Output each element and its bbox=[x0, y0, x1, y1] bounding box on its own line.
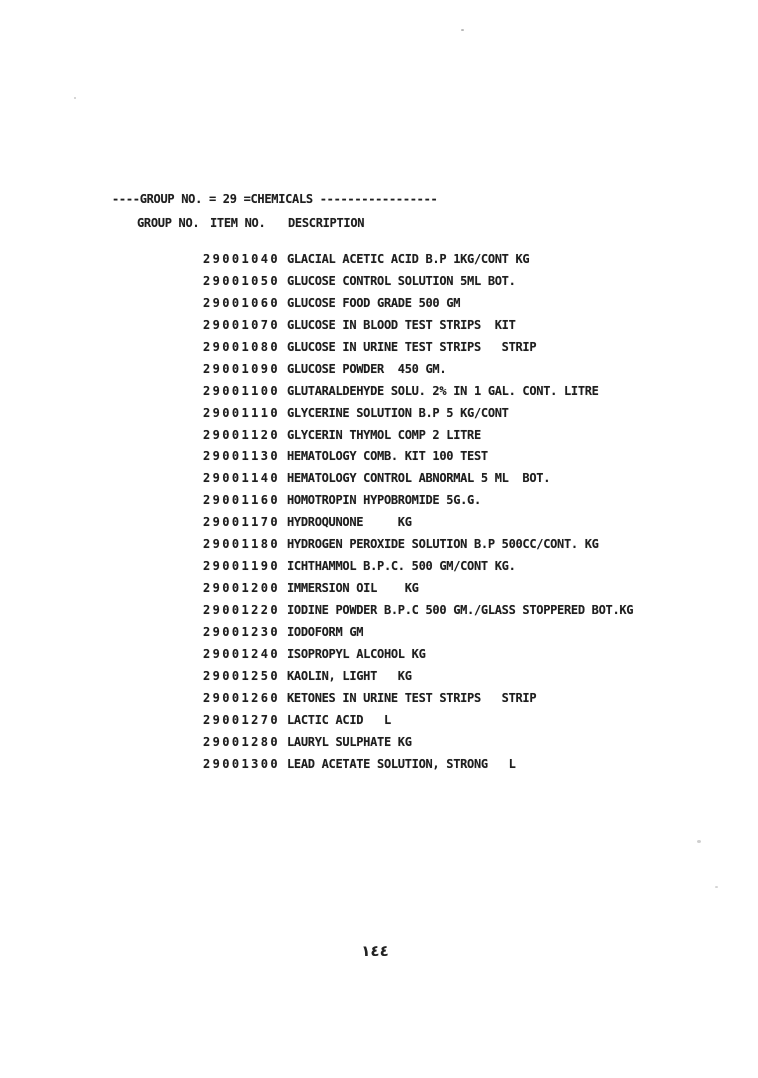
table-row bbox=[0, 710, 758, 732]
item-number-cell: 29001250 bbox=[203, 668, 280, 683]
item-number-cell: 29001200 bbox=[203, 581, 280, 596]
item-number-cell: 29001060 bbox=[203, 295, 280, 310]
table-row bbox=[0, 754, 758, 776]
item-number-cell: 29001160 bbox=[203, 493, 280, 508]
column-header-group-no: GROUP NO. bbox=[137, 216, 200, 230]
item-number-cell: 29001270 bbox=[203, 712, 280, 727]
table-row bbox=[0, 315, 758, 337]
table-row bbox=[0, 512, 758, 534]
scan-speck bbox=[461, 29, 464, 31]
item-number-cell: 29001100 bbox=[203, 383, 280, 398]
table-row bbox=[0, 600, 758, 622]
description-cell: HYDROQUNONE KG bbox=[287, 515, 412, 530]
item-number-cell: 29001050 bbox=[203, 273, 280, 288]
description-cell: LEAD ACETATE SOLUTION, STRONG L bbox=[287, 756, 516, 771]
table-row bbox=[0, 446, 758, 468]
scan-speck bbox=[697, 840, 701, 843]
description-cell: HEMATOLOGY CONTROL ABNORMAL 5 ML BOT. bbox=[287, 471, 551, 486]
description-cell: LACTIC ACID L bbox=[287, 712, 391, 727]
description-cell: IMMERSION OIL KG bbox=[287, 581, 419, 596]
group-header: ----GROUP NO. = 29 =CHEMICALS ----------------- bbox=[112, 192, 438, 206]
table-row bbox=[0, 359, 758, 381]
item-number-cell: 29001130 bbox=[203, 449, 280, 464]
table-row bbox=[0, 271, 758, 293]
description-cell: LAURYL SULPHATE KG bbox=[287, 734, 412, 749]
item-number-cell: 29001170 bbox=[203, 515, 280, 530]
column-header-description: DESCRIPTION bbox=[288, 216, 365, 230]
item-number-cell: 29001180 bbox=[203, 537, 280, 552]
description-cell: ISOPROPYL ALCOHOL KG bbox=[287, 646, 426, 661]
item-rows bbox=[0, 249, 758, 776]
table-row bbox=[0, 293, 758, 315]
item-number-cell: 29001070 bbox=[203, 317, 280, 332]
item-number-cell: 29001190 bbox=[203, 559, 280, 574]
item-number-cell: 29001280 bbox=[203, 734, 280, 749]
description-cell: GLUCOSE POWDER 450 GM. bbox=[287, 361, 447, 376]
table-row bbox=[0, 622, 758, 644]
item-number-cell: 29001110 bbox=[203, 405, 280, 420]
description-cell: KETONES IN URINE TEST STRIPS STRIP bbox=[287, 690, 537, 705]
description-cell: GLYCERIN THYMOL COMP 2 LITRE bbox=[287, 427, 481, 442]
description-cell: HEMATOLOGY COMB. KIT 100 TEST bbox=[287, 449, 488, 464]
description-cell: GLUCOSE IN BLOOD TEST STRIPS KIT bbox=[287, 317, 516, 332]
scan-speck bbox=[715, 886, 718, 888]
column-header-item-no: ITEM NO. bbox=[210, 216, 266, 230]
item-number-cell: 29001220 bbox=[203, 603, 280, 617]
table-row bbox=[0, 381, 758, 403]
table-row bbox=[0, 732, 758, 754]
table-column-headers bbox=[0, 216, 758, 230]
description-cell: GLUTARALDEHYDE SOLU. 2% IN 1 GAL. CONT. LITRE bbox=[287, 383, 599, 398]
description-cell: IODINE POWDER B.P.C 500 GM./GLASS STOPPERED BOT.KG bbox=[287, 603, 634, 617]
description-cell: IODOFORM GM bbox=[287, 624, 364, 639]
item-number-cell: 29001120 bbox=[203, 427, 280, 442]
description-cell: GLUCOSE IN URINE TEST STRIPS STRIP bbox=[287, 339, 537, 354]
page-number: ١٤٤ bbox=[361, 942, 389, 960]
description-cell: KAOLIN, LIGHT KG bbox=[287, 668, 412, 683]
table-row bbox=[0, 556, 758, 578]
table-row bbox=[0, 490, 758, 512]
item-number-cell: 29001300 bbox=[203, 756, 280, 771]
scan-speck bbox=[74, 97, 76, 99]
table-row bbox=[0, 337, 758, 359]
table-row bbox=[0, 249, 758, 271]
item-number-cell: 29001040 bbox=[203, 252, 280, 266]
description-cell: HYDROGEN PEROXIDE SOLUTION B.P 500CC/CONT. KG bbox=[287, 537, 599, 552]
description-cell: GLACIAL ACETIC ACID B.P 1KG/CONT KG bbox=[287, 252, 530, 266]
item-number-cell: 29001230 bbox=[203, 624, 280, 639]
description-cell: HOMOTROPIN HYPOBROMIDE 5G.G. bbox=[287, 493, 481, 508]
table-row bbox=[0, 534, 758, 556]
table-row bbox=[0, 425, 758, 447]
table-row bbox=[0, 644, 758, 666]
description-cell: ICHTHAMMOL B.P.C. 500 GM/CONT KG. bbox=[287, 559, 516, 574]
item-number-cell: 29001140 bbox=[203, 471, 280, 486]
table-row bbox=[0, 403, 758, 425]
item-number-cell: 29001080 bbox=[203, 339, 280, 354]
item-number-cell: 29001240 bbox=[203, 646, 280, 661]
table-row bbox=[0, 666, 758, 688]
table-row bbox=[0, 468, 758, 490]
item-number-cell: 29001090 bbox=[203, 361, 280, 376]
description-cell: GLUCOSE FOOD GRADE 500 GM bbox=[287, 295, 461, 310]
description-cell: GLUCOSE CONTROL SOLUTION 5ML BOT. bbox=[287, 273, 516, 288]
description-cell: GLYCERINE SOLUTION B.P 5 KG/CONT bbox=[287, 405, 509, 420]
table-row bbox=[0, 688, 758, 710]
table-row bbox=[0, 578, 758, 600]
item-number-cell: 29001260 bbox=[203, 690, 280, 705]
